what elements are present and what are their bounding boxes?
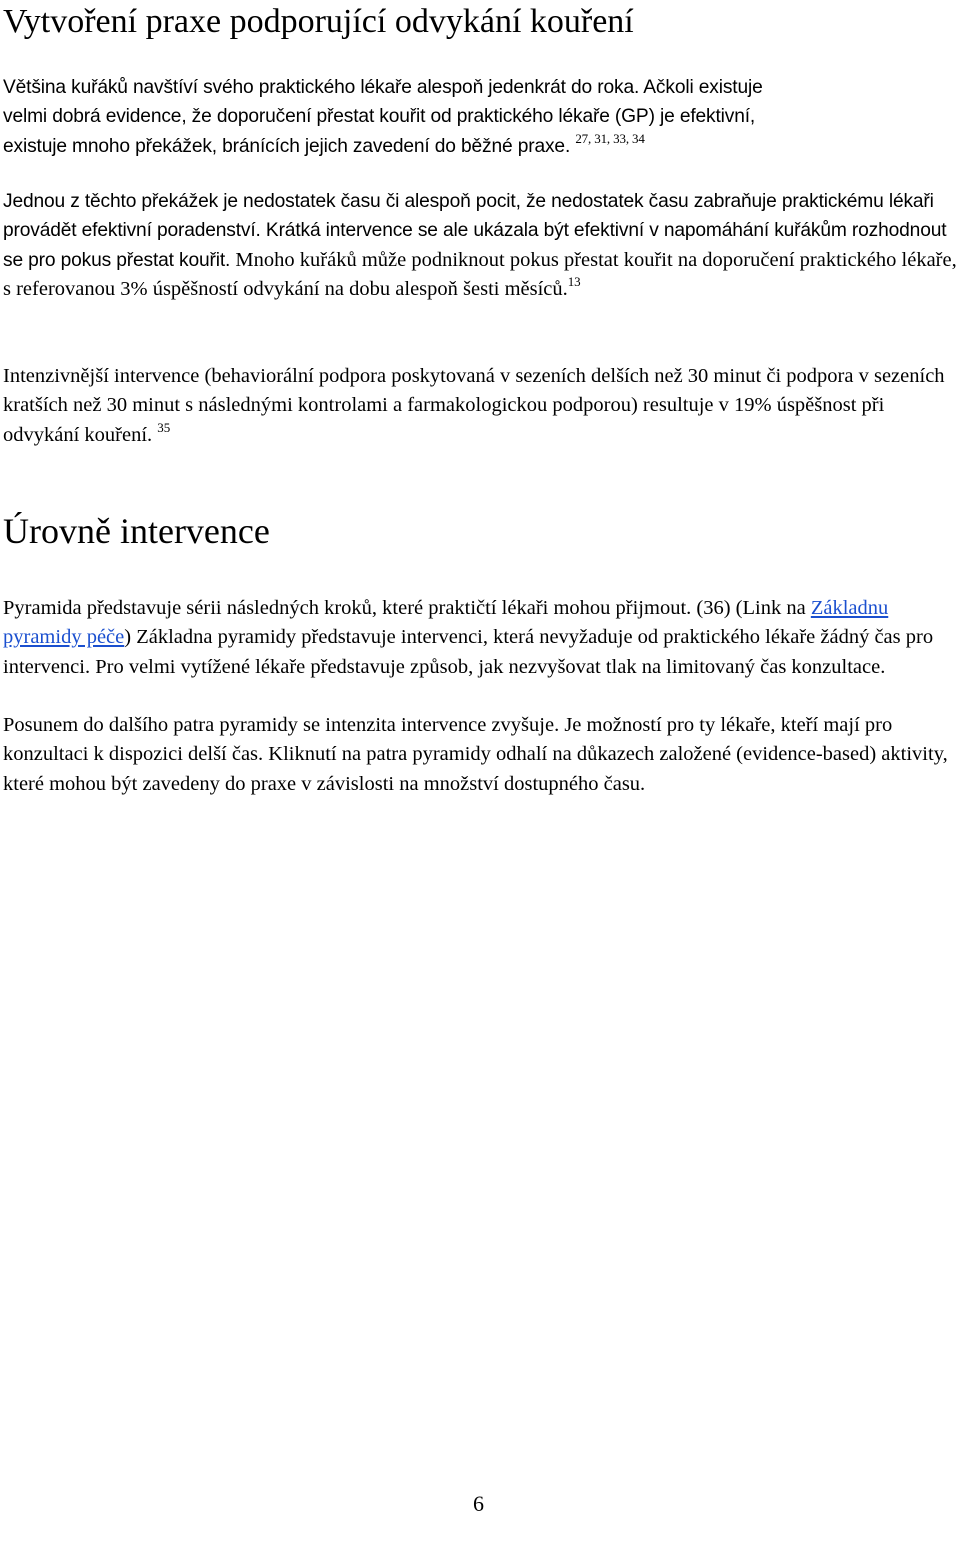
citation-ref: 13 [567, 273, 581, 289]
paragraph-time-barrier [3, 187, 960, 304]
paragraph-intro-line-3: existuje mnoho překážek, bránících jejich zavedení do běžné praxe. [3, 135, 571, 157]
paragraph-time-barrier-serif: Mnoho kuřáků může podniknout pokus přestat kouřit na doporučení praktického lékaře, s referovanou 3% úspěšností odvykání na dobu alespoň šesti měsíců. [3, 248, 957, 300]
section-heading-praxe: Vytvoření praxe podporující odvykání kouření [3, 3, 634, 40]
paragraph-intro-line-1: Většina kuřáků navštíví svého praktického lékaře alespoň jedenkrát do roka. Ačkoli existuje [3, 77, 763, 98]
paragraph-time-barrier-sans: Jednou z těchto překážek je nedostatek času či alespoň pocit, že nedostatek času zabraňuje praktickému lékaři provádět efektivní poradenství. Krátká intervence se ale ukázala být efektivní v napomáhání kuřákům rozhodnout se pro pokus přestat kouřit. [3, 191, 947, 271]
paragraph-intro-line-2: velmi dobrá evidence, že doporučení přestat kouřit od praktického lékaře (GP) je efektivní, [3, 106, 756, 128]
page-number: 6 [473, 1491, 484, 1516]
paragraph-pyramid-text-after: ) Základna pyramidy představuje intervenci, která nevyžaduje od praktického lékaře žádný čas pro intervenci. Pro velmi vytížené lékaře představuje způsob, jak nezvyšovat tlak na limitovaný čas konzultace. [3, 626, 934, 678]
paragraph-pyramid [3, 594, 960, 682]
citation-ref: 35 [157, 419, 171, 435]
paragraph-intensive-intervention-text: Intenzivnější intervence (behaviorální podpora poskytovaná v sezeních delších než 30 minut či podpora v sezeních kratších než 30 minut s následnými kontrolami a farmakologickou podporou) resultuje v 19% úspěšnost při odvykání kouření. [3, 365, 945, 446]
pyramid-base-link[interactable]: Základnu pyramidy péče [3, 597, 889, 649]
paragraph-intro [3, 73, 960, 161]
citation-ref: 27, 31, 33, 34 [575, 130, 645, 146]
section-heading-urovne: Úrovně intervence [3, 511, 270, 551]
paragraph-pyramid-levels: Posunem do dalšího patra pyramidy se intenzita intervence zvyšuje. Je možností pro ty lékaře, kteří mají pro konzultaci k dispozici delší čas. Kliknutí na patra pyramidy odhalí na důkazech založené (evidence-based) aktivity, které mohou být zavedeny do praxe v závislosti na množství dostupného času. [3, 714, 948, 795]
paragraph-intensive-intervention [3, 362, 960, 450]
paragraph-pyramid-text-before: Pyramida představuje sérii následných kroků, které praktičtí lékaři mohou přijmout. (36) (Link na [3, 597, 811, 619]
